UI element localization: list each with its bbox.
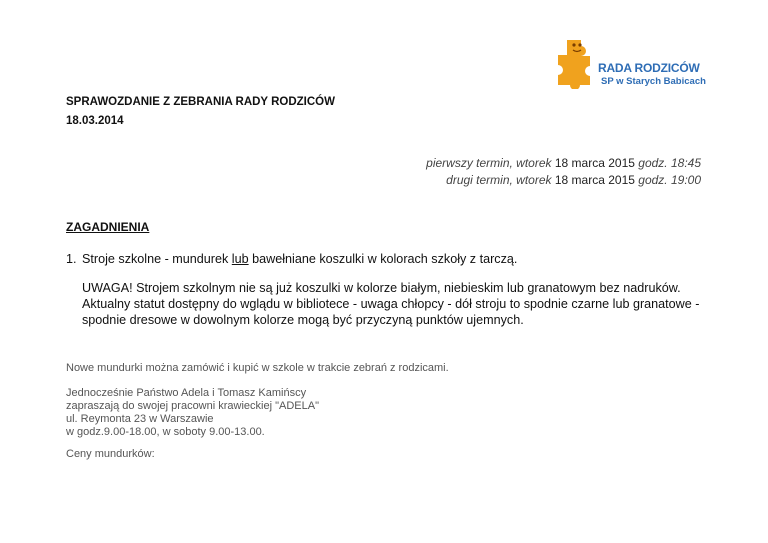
underlined-word: lub	[231, 252, 249, 266]
item-number: 1.	[66, 252, 77, 266]
prices-heading: Ceny mundurków:	[66, 448, 155, 460]
logo-title: RADA RODZICÓW	[598, 61, 700, 75]
order-note: Nowe mundurki można zamówić i kupić w szkole w trakcie zebrań z rodzicami.	[66, 362, 449, 374]
logo-subtitle: SP w Starych Babicach	[601, 76, 706, 87]
meeting-terms	[426, 155, 701, 189]
document-title: SPRAWOZDANIE Z ZEBRANIA RADY RODZICÓW	[66, 96, 335, 108]
logo	[555, 37, 715, 92]
first-term: pierwszy termin, wtorek 18 marca 2015 godz. 18:45	[426, 156, 701, 170]
section-heading: ZAGADNIENIA	[66, 220, 150, 234]
document-date: 18.03.2014	[66, 115, 124, 127]
tailor-note: Jednocześnie Państwo Adela i Tomasz Kamińscy zapraszają do swojej pracowni krawieckiej "ADELA" ul. Reymonta 23 w Warszawie w godz.9.00-18.00, w soboty 9.00-13.00.	[66, 387, 319, 438]
list-item: 1. Stroje szkolne - mundurek lub bawełniane koszulki w kolorach szkoły z tarczą.	[66, 252, 518, 266]
warning-paragraph: UWAGA! Strojem szkolnym nie są już koszulki w kolorze białym, niebieskim lub granatowym bez nadruków. Aktualny statut dostępny do wglądu w bibliotece - uwaga chłopcy - dół stroju to spodnie czarne lub granatowe - spodnie dresowe w dowolnym kolorze mogą być przyczyną punktów ujemnych.	[82, 281, 700, 327]
second-term: drugi termin, wtorek 18 marca 2015 godz. 19:00	[446, 173, 701, 187]
puzzle-figure-icon	[555, 37, 597, 89]
